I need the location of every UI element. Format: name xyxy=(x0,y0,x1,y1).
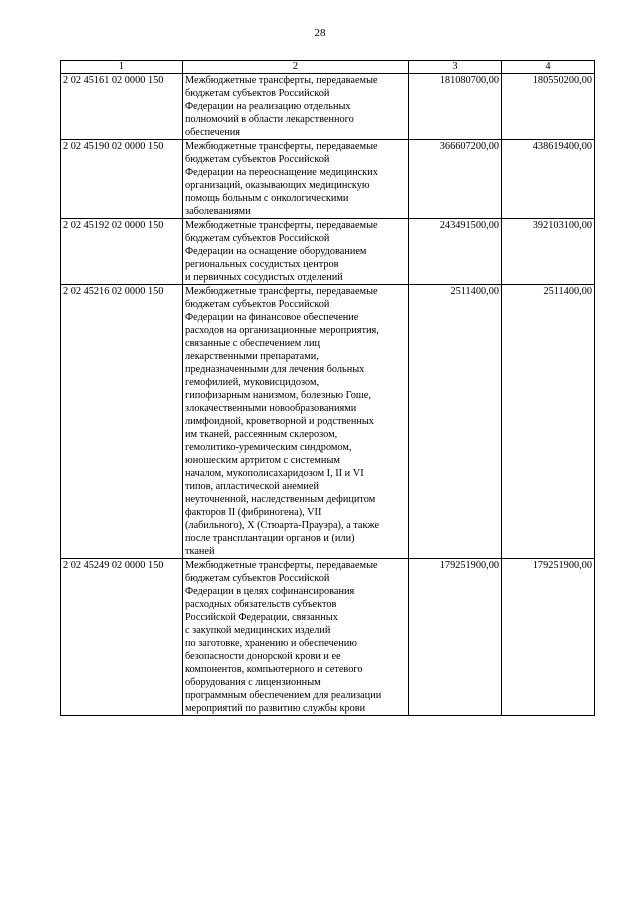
column-header-3: 3 xyxy=(409,61,502,74)
amount-col3-cell: 181080700,00 xyxy=(409,74,502,140)
table-row xyxy=(61,559,595,716)
amount-col4-cell: 392103100,00 xyxy=(502,219,595,285)
budget-code-cell: 2 02 45192 02 0000 150 xyxy=(61,219,183,285)
amount-col3-cell: 2511400,00 xyxy=(409,285,502,559)
amount-col3-cell: 243491500,00 xyxy=(409,219,502,285)
column-header-4: 4 xyxy=(502,61,595,74)
table-row xyxy=(61,285,595,559)
table-row xyxy=(61,140,595,219)
budget-table xyxy=(60,60,595,716)
description-cell: Межбюджетные трансферты, передаваемые бюджетам субъектов Российской Федерации в целях софинансирования расходных обязательств субъектов Российской Федерации, связанных с закупкой медицинских изделий по заготовке, хранению и обеспечению безопасности донорской крови и ее компонентов, компьютерного и сетевого оборудования с лицензионным программным обеспечением для реализации мероприятий по развитию службы крови xyxy=(183,559,409,716)
table-header-row xyxy=(61,61,595,74)
description-cell: Межбюджетные трансферты, передаваемые бюджетам субъектов Российской Федерации на реализацию отдельных полномочий в области лекарственного обеспечения xyxy=(183,74,409,140)
page-number: 28 xyxy=(314,27,326,39)
budget-code-cell: 2 02 45216 02 0000 150 xyxy=(61,285,183,559)
budget-code-cell: 2 02 45161 02 0000 150 xyxy=(61,74,183,140)
budget-code-cell: 2 02 45190 02 0000 150 xyxy=(61,140,183,219)
table-row xyxy=(61,74,595,140)
description-cell: Межбюджетные трансферты, передаваемые бюджетам субъектов Российской Федерации на переоснащение медицинских организаций, оказывающих медицинскую помощь больным с онкологическими заболеваниями xyxy=(183,140,409,219)
amount-col4-cell: 438619400,00 xyxy=(502,140,595,219)
amount-col3-cell: 179251900,00 xyxy=(409,559,502,716)
budget-code-cell: 2 02 45249 02 0000 150 xyxy=(61,559,183,716)
column-header-1: 1 xyxy=(61,61,183,74)
description-cell: Межбюджетные трансферты, передаваемые бюджетам субъектов Российской Федерации на оснащение оборудованием региональных сосудистых центров и первичных сосудистых отделений xyxy=(183,219,409,285)
table-row xyxy=(61,219,595,285)
amount-col4-cell: 179251900,00 xyxy=(502,559,595,716)
amount-col4-cell: 2511400,00 xyxy=(502,285,595,559)
column-header-2: 2 xyxy=(183,61,409,74)
amount-col3-cell: 366607200,00 xyxy=(409,140,502,219)
amount-col4-cell: 180550200,00 xyxy=(502,74,595,140)
description-cell: Межбюджетные трансферты, передаваемые бюджетам субъектов Российской Федерации на финансовое обеспечение расходов на организационные мероприятия, связанные с обеспечением лиц лекарственными препаратами, предназначенными для лечения больных гемофилией, муковисцидозом, гипофизарным нанизмом, болезнью Гоше, злокачественными новообразованиями лимфоидной, кроветворной и родственных им тканей, рассеянным склерозом, гемолитико-уремическим синдромом, юношеским артритом с системным началом, мукополисахаридозом I, II и VI типов, апластической анемией неуточненной, наследственным дефицитом факторов II (фибриногена), VII (лабильного), X (Стюарта-Прауэра), а также после трансплантации органов и (или) тканей xyxy=(183,285,409,559)
